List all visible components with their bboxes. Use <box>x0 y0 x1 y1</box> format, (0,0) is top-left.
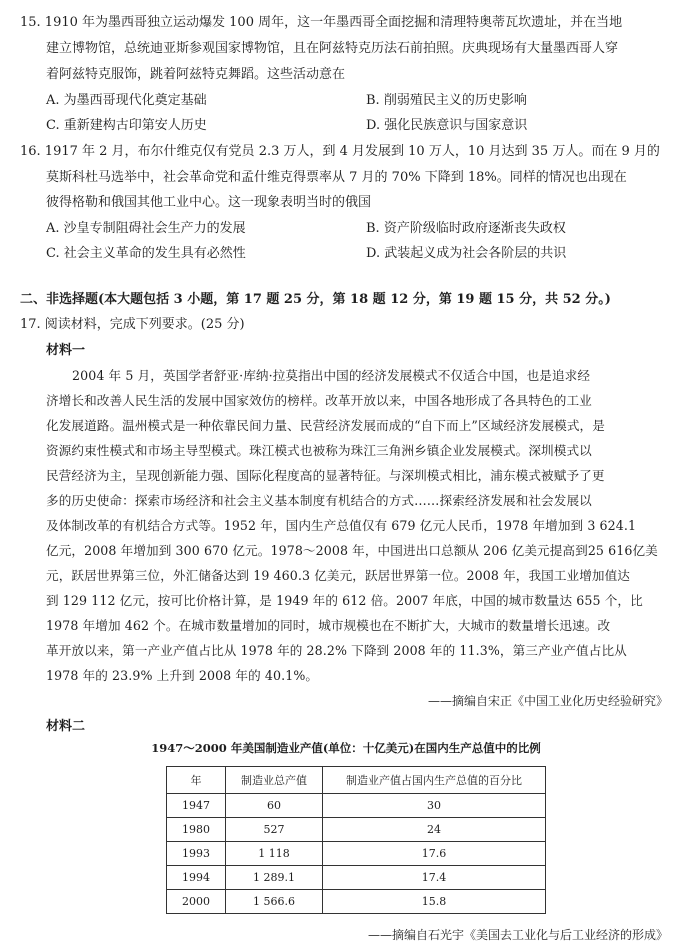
material-1-line: 1978 年增加 462 个。在城市数量增加的同时，城市规模也在不断扩大，大城市的数量增长迅速。改 <box>46 618 611 633</box>
q16-stem-line-3: 彼得格勒和俄国其他工业中心。这一现象表明当时的俄国 <box>46 195 372 210</box>
cell-year: 2000 <box>167 890 226 914</box>
table-row <box>167 866 546 890</box>
table-header-row <box>167 767 546 794</box>
q15-option-b: B. 削弱殖民主义的历史影响 <box>366 93 527 108</box>
column-header-year: 年 <box>167 767 226 794</box>
cell-year: 1947 <box>167 794 226 818</box>
material-1-line: 民营经济为主，呈现创新能力强、国际化程度高的显著特征。与深圳模式相比，浦东模式被赋予了更 <box>46 468 605 483</box>
cell-share: 30 <box>323 794 546 818</box>
cell-year: 1980 <box>167 818 226 842</box>
cell-year: 1993 <box>167 842 226 866</box>
section-2-heading: 二、非选择题(本大题包括 3 小题，第 17 题 25 分，第 18 题 12 分，第 19 题 15 分，共 52 分。) <box>20 292 611 307</box>
cell-share: 17.6 <box>323 842 546 866</box>
cell-share: 15.8 <box>323 890 546 914</box>
q16-option-a: A. 沙皇专制阻碍社会生产力的发展 <box>46 221 246 236</box>
cell-share: 17.4 <box>323 866 546 890</box>
column-header-output: 制造业总产值 <box>226 767 323 794</box>
q16-stem-line-2: 莫斯科杜马选举中，社会革命党和孟什维克得票率从 7 月的 70% 下降到 18%。同样的情况也出现在 <box>46 170 627 185</box>
material-2-label: 材料二 <box>46 719 86 734</box>
q15-option-c: C. 重新建构古印第安人历史 <box>46 118 207 133</box>
cell-output: 60 <box>226 794 323 818</box>
cell-output: 1 566.6 <box>226 890 323 914</box>
q16-option-b: B. 资产阶级临时政府逐渐丧失政权 <box>366 221 566 236</box>
q16-option-c: C. 社会主义革命的发生具有必然性 <box>46 246 246 261</box>
material-2-source: ——摘编自石光宇《美国去工业化与后工业经济的形成》 <box>367 928 668 942</box>
table-row <box>167 890 546 914</box>
material-1-line: 到 129 112 亿元，按可比价格计算，是 1949 年的 612 倍。2007 年底，中国的城市数量达 655 个，比 <box>46 593 643 608</box>
manufacturing-table <box>166 766 546 914</box>
material-1-source: ——摘编自宋正《中国工业化历史经验研究》 <box>427 694 668 708</box>
column-header-share: 制造业产值占国内生产总值的百分比 <box>323 767 546 794</box>
material-1-line: 及体制改革的有机结合方式等。1952 年，国内生产总值仅有 679 亿元人民币，1978 年增加到 3 624.1 <box>46 518 637 533</box>
material-1-line: 亿元，2008 年增加到 300 670 亿元。1978～2008 年，中国进出口总额从 206 亿美元提高到25 616亿美 <box>46 543 658 558</box>
q17-title: 17. 阅读材料，完成下列要求。(25 分) <box>20 317 245 332</box>
table-caption: 1947～2000 年美国制造业产值(单位：十亿美元)在国内生产总值中的比例 <box>151 741 541 755</box>
q16-option-d: D. 武装起义成为社会各阶层的共识 <box>366 246 567 261</box>
cell-output: 1 118 <box>226 842 323 866</box>
cell-share: 24 <box>323 818 546 842</box>
q15-option-a: A. 为墨西哥现代化奠定基础 <box>46 93 207 108</box>
material-1-line: 多的历史使命：探索市场经济和社会主义基本制度有机结合的方式……探索经济发展和社会发展以 <box>46 493 592 508</box>
q15-stem-line-2: 建立博物馆，总统迪亚斯参观国家博物馆，且在阿兹特克历法石前拍照。庆典现场有大量墨西哥人穿 <box>46 41 619 56</box>
table-row <box>167 794 546 818</box>
cell-year: 1994 <box>167 866 226 890</box>
q15-stem-line-3: 着阿兹特克服饰，跳着阿兹特克舞蹈。这些活动意在 <box>46 67 346 82</box>
material-1-line: 济增长和改善人民生活的发展中国家效仿的榜样。改革开放以来，中国各地形成了各具特色的工业 <box>46 393 592 408</box>
material-1-line: 元，跃居世界第三位，外汇储备达到 19 460.3 亿美元，跃居世界第一位。2008 年，我国工业增加值达 <box>46 568 631 583</box>
material-1-line: 2004 年 5 月，英国学者舒亚·库纳·拉莫指出中国的经济发展模式不仅适合中国，也是追求经 <box>72 368 591 383</box>
table-row <box>167 818 546 842</box>
material-1-line: 1978 年的 23.9% 上升到 2008 年的 40.1%。 <box>46 668 319 683</box>
material-1-line: 资源约束性模式和市场主导型模式。珠江模式也被称为珠江三角洲乡镇企业发展模式。深圳模式以 <box>46 443 592 458</box>
cell-output: 1 289.1 <box>226 866 323 890</box>
material-1-line: 化发展道路。温州模式是一种依靠民间力量、民营经济发展而成的“自下而上”区域经济发展模式，是 <box>46 418 605 433</box>
table-row <box>167 842 546 866</box>
q15-option-d: D. 强化民族意识与国家意识 <box>366 118 528 133</box>
material-1-line: 革开放以来，第一产业产值占比从 1978 年的 28.2% 下降到 2008 年的 11.3%，第三产业产值占比从 <box>46 643 627 658</box>
material-1-label: 材料一 <box>46 343 86 358</box>
q15-stem-line-1: 15. 1910 年为墨西哥独立运动爆发 100 周年，这一年墨西哥全面挖掘和清理特奥蒂瓦坎遗址，并在当地 <box>20 15 623 30</box>
cell-output: 527 <box>226 818 323 842</box>
q16-stem-line-1: 16. 1917 年 2 月，布尔什维克仅有党员 2.3 万人，到 4 月发展到 10 万人，10 月达到 35 万人。而在 9 月的 <box>20 144 660 159</box>
